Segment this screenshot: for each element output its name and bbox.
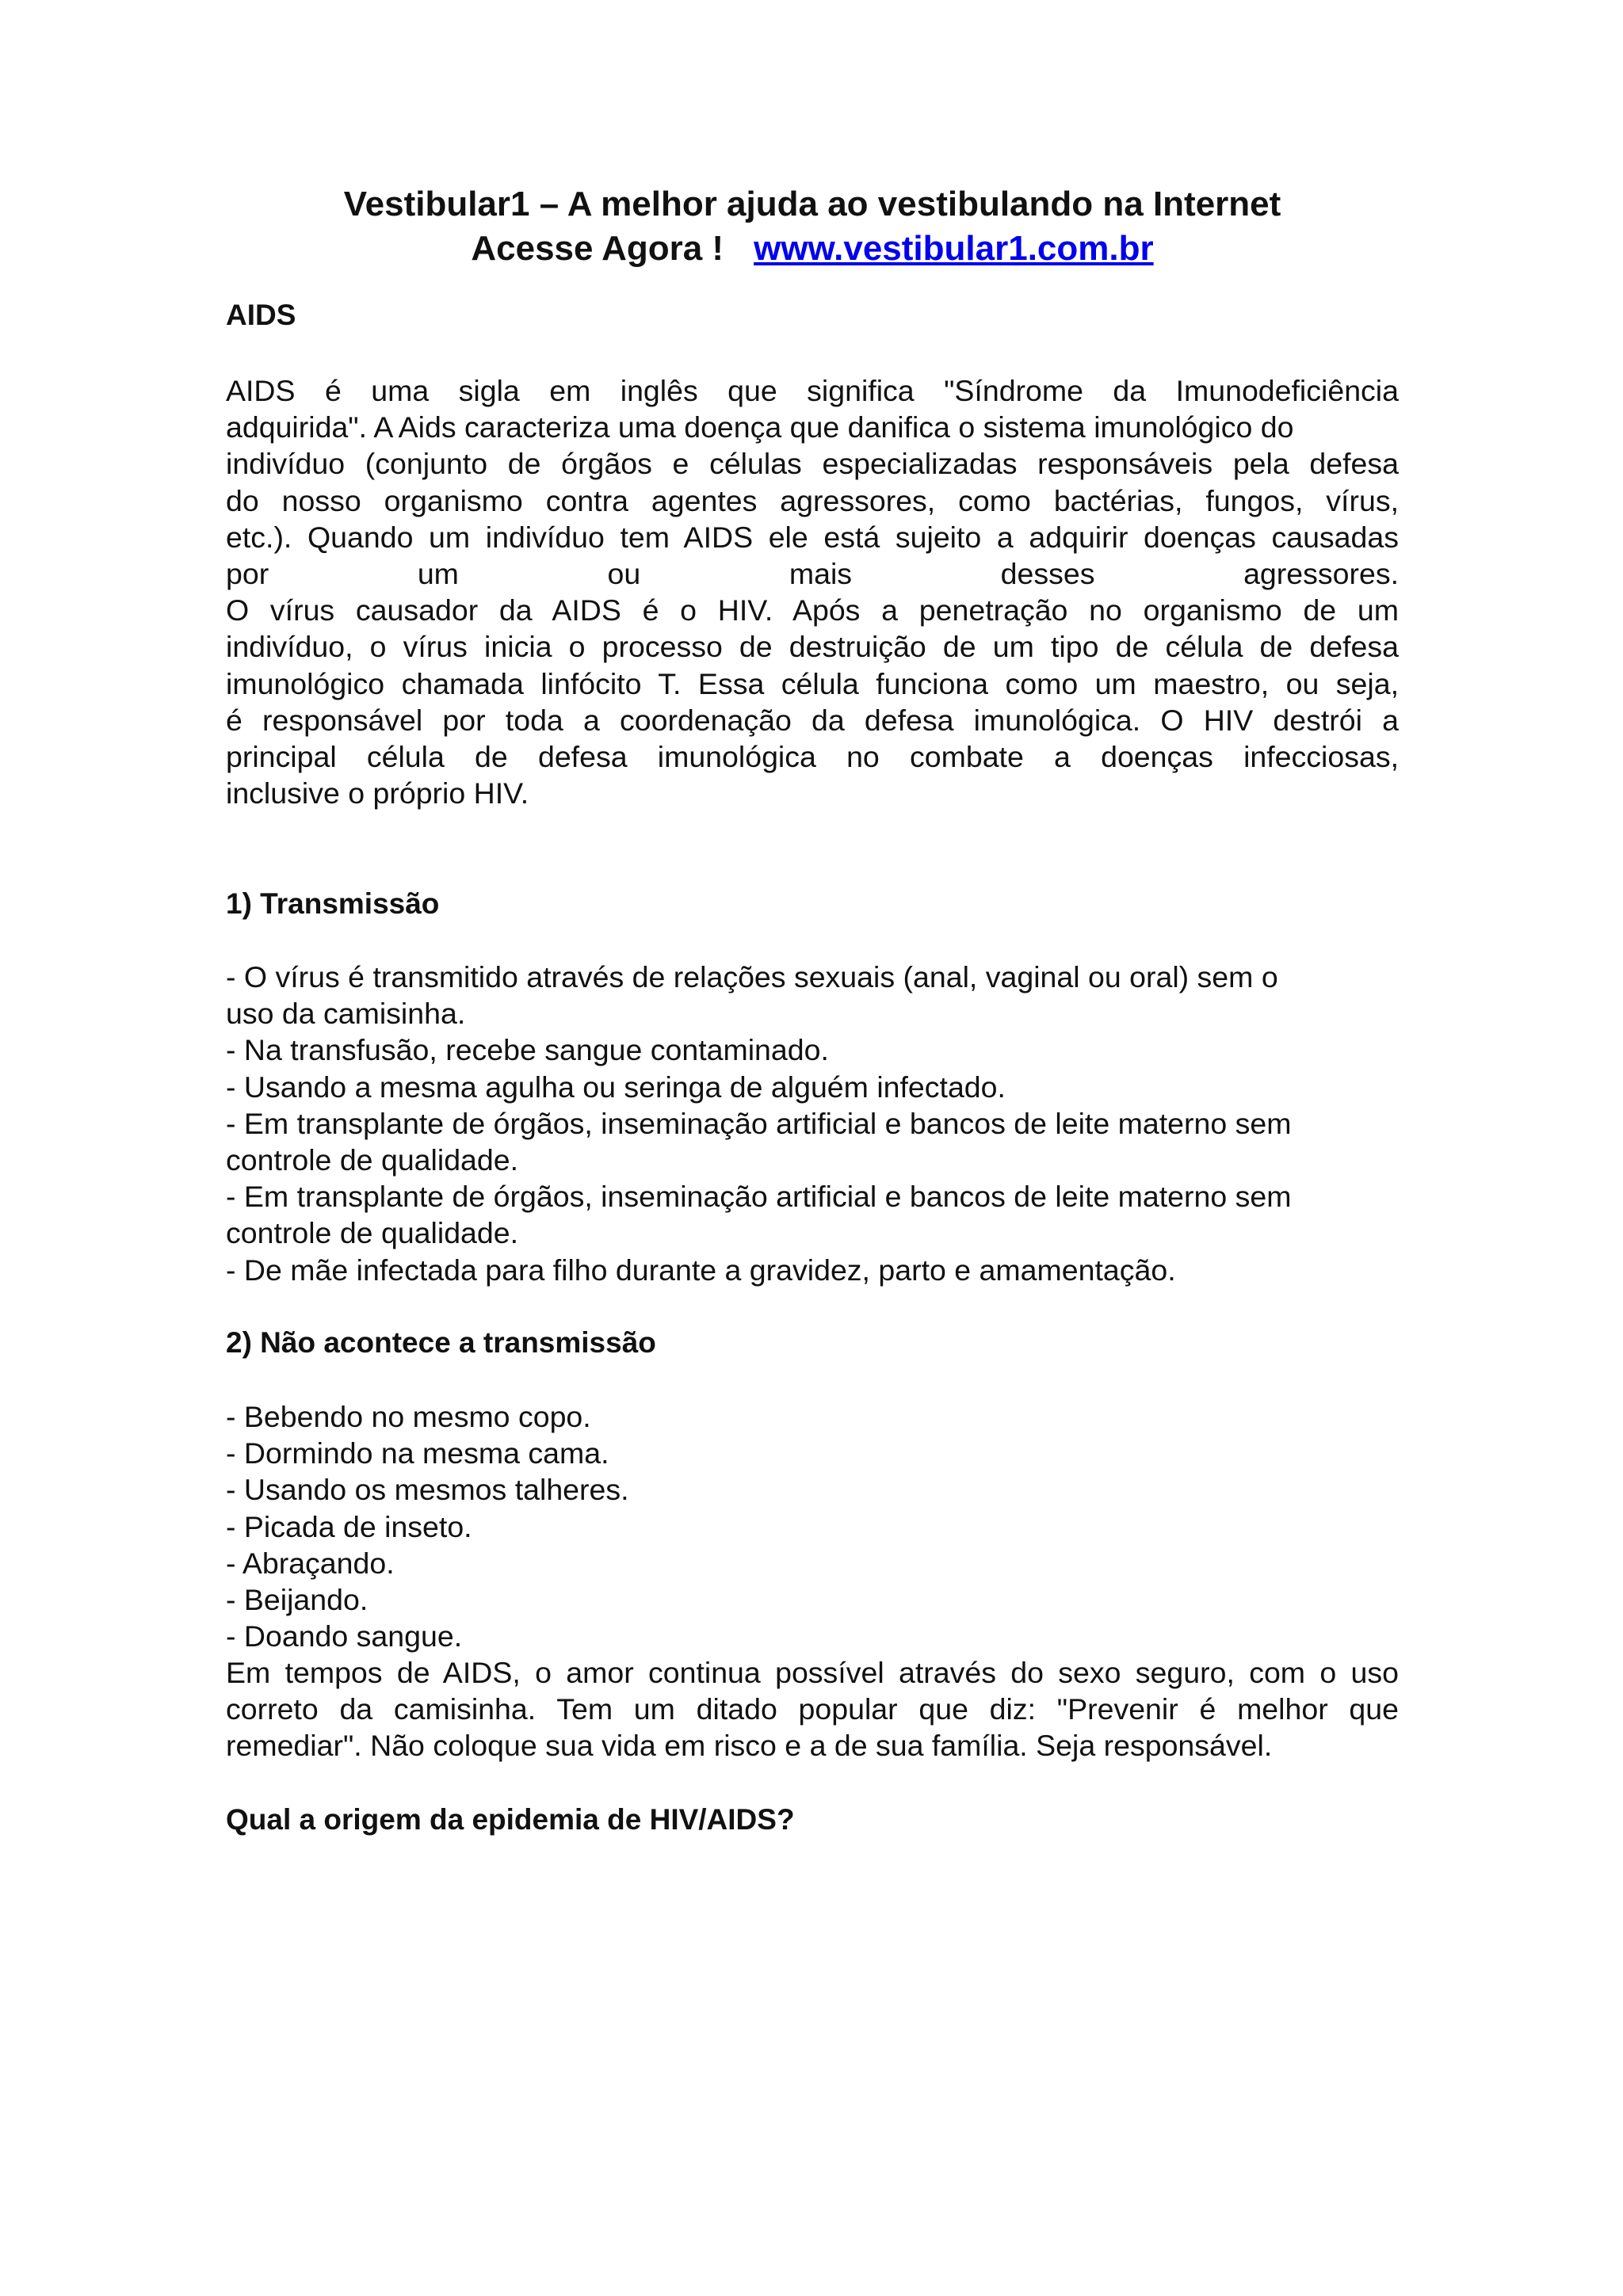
list-item: - Dormindo na mesma cama.: [226, 1436, 609, 1470]
page-title: AIDS: [226, 299, 296, 331]
intro-line: inclusive o próprio HIV.: [226, 776, 529, 810]
list-item: - Abraçando.: [226, 1546, 395, 1580]
closing-line: correto da camisinha. Tem um ditado popular que diz: "Prevenir é melhor que: [226, 1692, 1399, 1726]
list-item: - Doando sangue.: [226, 1619, 463, 1653]
section-no-transmission-title: 2) Não acontece a transmissão: [226, 1326, 656, 1359]
list-item: - Em transplante de órgãos, inseminação artificial e bancos de leite materno sem: [226, 1106, 1292, 1140]
list-item: - O vírus é transmitido através de relações sexuais (anal, vaginal ou oral) sem o: [226, 960, 1278, 994]
intro-line: por um ou mais desses agressores.: [226, 557, 1399, 591]
header-tagline: Vestibular1 – A melhor ajuda ao vestibulando na Internet: [343, 185, 1281, 223]
intro-line: O vírus causador da AIDS é o HIV. Após a penetração no organismo de um: [226, 593, 1399, 627]
no-transmission-list: [226, 1398, 1399, 1654]
intro-line: indivíduo, o vírus inicia o processo de destruição de um tipo de célula de defesa: [226, 630, 1399, 664]
list-item: controle de qualidade.: [226, 1216, 519, 1250]
list-item: - Na transfusão, recebe sangue contaminado.: [226, 1033, 829, 1067]
intro-line: do nosso organismo contra agentes agressores, como bactérias, fungos, vírus,: [226, 483, 1399, 517]
closing-line: Em tempos de AIDS, o amor continua possível através do sexo seguro, com o uso: [226, 1656, 1399, 1689]
list-item: controle de qualidade.: [226, 1143, 519, 1177]
section-transmission-title: 1) Transmissão: [226, 887, 440, 920]
intro-line: adquirida". A Aids caracteriza uma doença que danifica o sistema imunológico do: [226, 410, 1294, 444]
list-item: uso da camisinha.: [226, 997, 466, 1031]
closing-line: remediar". Não coloque sua vida em risco e a de sua família. Seja responsável.: [226, 1729, 1273, 1763]
list-item: - Bebendo no mesmo copo.: [226, 1400, 591, 1433]
site-header: [226, 182, 1399, 271]
intro-line: principal célula de defesa imunológica no combate a doenças infecciosas,: [226, 740, 1399, 774]
list-item: - Em transplante de órgãos, inseminação artificial e bancos de leite materno sem: [226, 1180, 1292, 1214]
list-item: - Picada de inseto.: [226, 1509, 472, 1543]
intro-paragraph: [226, 372, 1399, 811]
list-item: - Usando a mesma agulha ou seringa de alguém infectado.: [226, 1070, 1006, 1104]
intro-line: imunológico chamada linfócito T. Essa célula funciona como um maestro, ou seja,: [226, 666, 1399, 700]
origin-question-heading: Qual a origem da epidemia de HIV/AIDS?: [226, 1803, 795, 1836]
intro-line: indivíduo (conjunto de órgãos e células especializadas responsáveis pela defesa: [226, 447, 1399, 481]
intro-line: AIDS é uma sigla em inglês que significa "Síndrome da Imunodeficiência: [226, 374, 1399, 407]
list-item: - De mãe infectada para filho durante a gravidez, parto e amamentação.: [226, 1253, 1176, 1287]
site-link[interactable]: www.vestibular1.com.br: [754, 229, 1154, 268]
transmission-list: [226, 959, 1399, 1288]
list-item: - Usando os mesmos talheres.: [226, 1473, 629, 1507]
intro-line: é responsável por toda a coordenação da defesa imunológica. O HIV destrói a: [226, 703, 1399, 737]
closing-paragraph: [226, 1654, 1399, 1764]
header-cta-text: Acesse Agora !: [471, 229, 724, 268]
header-cta-line: [226, 227, 1399, 271]
intro-line: etc.). Quando um indivíduo tem AIDS ele está sujeito a adquirir doenças causadas: [226, 520, 1399, 554]
list-item: - Beijando.: [226, 1583, 369, 1617]
